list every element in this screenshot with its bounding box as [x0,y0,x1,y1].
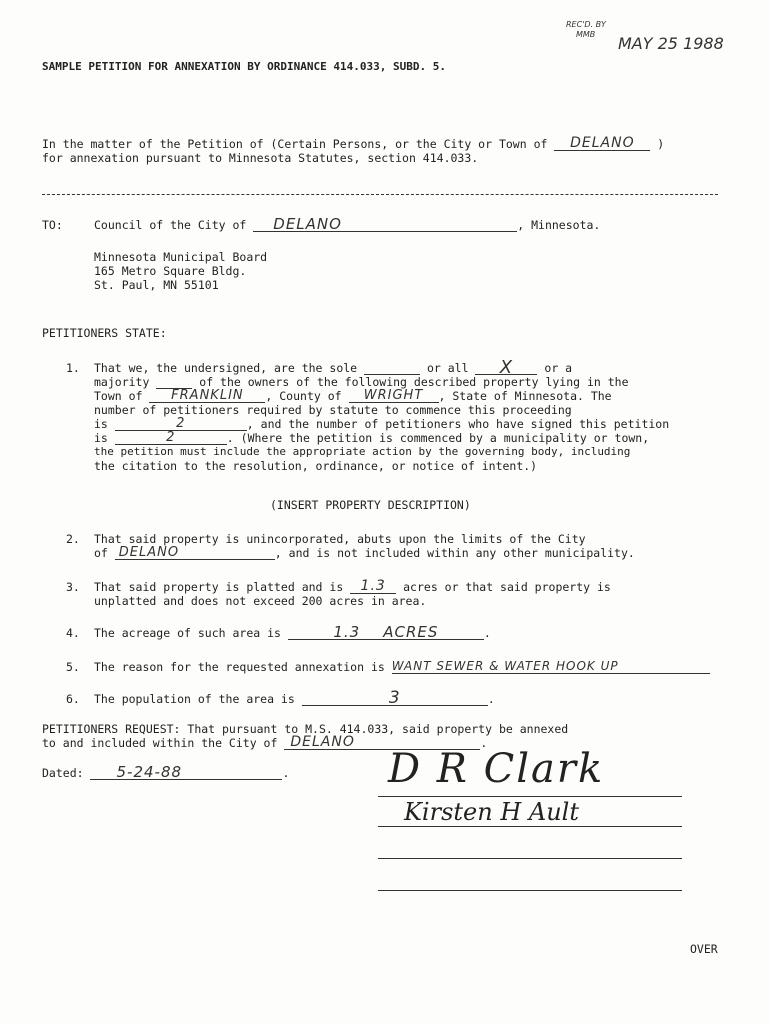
item-1-line-6: is 2 . (Where the petition is commenced by a municipality or town, [94,430,650,445]
address-line-2: 165 Metro Square Bldg. [94,264,247,278]
item-1-number: 1. [66,361,80,375]
signature-line-3 [378,858,682,859]
signature-1: D R Clark [388,746,605,792]
item-2-city-field: DELANO [115,546,275,560]
request-line-1: PETITIONERS REQUEST: That pursuant to M.S. 414.033, said property be annexed [42,722,569,736]
population-field: 3 [302,692,488,706]
item-1-line-7: the petition must include the appropriate action by the governing body, including [94,445,631,458]
received-stamp [566,20,606,40]
signed-petitioners-field: 2 [115,431,227,445]
item-4-line: The acreage of such area is 1.3 ACRES . [94,623,491,641]
signature-2: Kirsten H Ault [404,798,579,826]
request-line-2: to and included within the City of DELANO . [42,734,488,750]
item-1-line-8: the citation to the resolution, ordinance, or notice of intent.) [94,459,538,473]
item-1-line-1: That we, the undersigned, are the sole or all X or a [94,357,573,378]
item-5-line: The reason for the requested annexation is WANT SEWER & WATER HOOK UP [94,660,710,674]
item-1-line-2: majority of the owners of the following described property lying in the [94,375,629,389]
matter-city-field: DELANO [554,137,650,151]
item-4-number: 4. [66,626,80,640]
petitioners-state-heading: PETITIONERS STATE: [42,326,167,340]
item-3-number: 3. [66,580,80,594]
address-line-1: Minnesota Municipal Board [94,250,268,264]
stamp-mmb: MMB [576,30,596,39]
matter-line-1: In the matter of the Petition of (Certain Persons, or the City or Town of DELANO ) [42,135,665,151]
item-2-number: 2. [66,532,80,546]
annexation-reason-field: WANT SEWER & WATER HOOK UP [392,660,710,674]
insert-property-description: (INSERT PROPERTY DESCRIPTION) [270,498,471,512]
dated-line: Dated: 5-24-88 . [42,763,290,781]
town-field: FRANKLIN [149,389,265,403]
stamp-recd: REC'D. BY [566,20,606,29]
acreage-field: 1.3 ACRES [288,626,484,640]
item-5-number: 5. [66,660,80,674]
item-2-line-2: of DELANO , and is not included within any other municipality. [94,545,635,560]
request-city-field: DELANO [284,736,480,750]
required-petitioners-field: 2 [115,417,247,431]
council-city-field: DELANO [253,218,517,232]
dashed-separator [42,194,718,195]
county-field: WRIGHT [349,389,439,403]
over-label: OVER [690,942,718,956]
signature-line-4 [378,890,682,891]
page-title: SAMPLE PETITION FOR ANNEXATION BY ORDINANCE 414.033, SUBD. 5. [42,60,446,73]
matter-line-2: for annexation pursuant to Minnesota Statutes, section 414.033. [42,151,479,165]
majority-field [156,375,192,389]
item-1-line-4: number of petitioners required by statute to commence this proceeding [94,403,572,417]
to-label: TO: [42,218,63,232]
platted-acres-field: 1.3 [350,580,396,594]
address-line-3: St. Paul, MN 55101 [94,278,219,292]
all-field: X [475,361,537,375]
sole-field [364,361,420,375]
signature-line-2 [378,826,682,827]
item-3-line-1: That said property is platted and is 1.3 acres or that said property is [94,578,611,594]
dated-field: 5-24-88 [90,766,282,780]
council-line: Council of the City of DELANO , Minnesota. [94,215,601,233]
stamp-date: MAY 25 1988 [618,34,724,53]
signature-line-1 [378,796,682,797]
item-1-line-3: Town of FRANKLIN , County of WRIGHT , State of Minnesota. The [94,388,612,403]
item-2-line-1: That said property is unincorporated, abuts upon the limits of the City [94,532,586,546]
item-6-number: 6. [66,692,80,706]
item-6-line: The population of the area is 3 . [94,688,495,708]
item-3-line-2: unplatted and does not exceed 200 acres in area. [94,594,427,608]
item-1-line-5: is 2 , and the number of petitioners who have signed this petition [94,416,670,431]
